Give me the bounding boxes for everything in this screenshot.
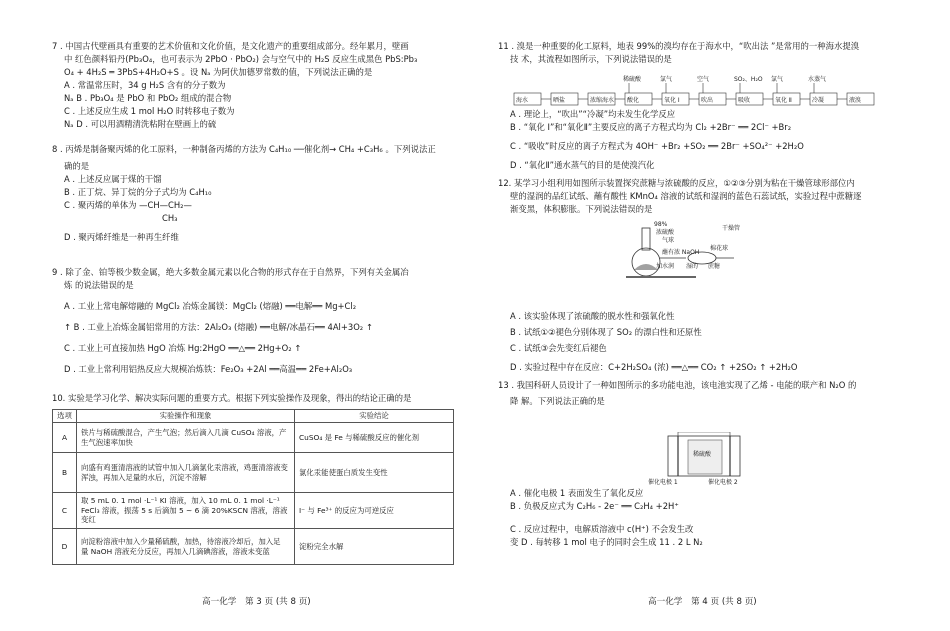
option-c: C . 聚丙烯的单体为 —CH—CH₂— bbox=[64, 200, 192, 210]
label-drying-tube: 干燥管 bbox=[722, 225, 741, 232]
option-b: ↑ B . 工业上冶炼金属铝常用的方法：2Al₂O₃ (熔融) ══电解/冰晶石══ 4Al+3O₂ ↑ bbox=[64, 322, 373, 332]
battery-diagram bbox=[648, 432, 760, 486]
label-water: 加水润 bbox=[656, 263, 675, 270]
option-c: C . 上述反应生成 1 mol H₂O 时转移电子数为 bbox=[64, 106, 235, 116]
question-12: 12. 某学习小组利用如图所示装置探究蔗糖与浓硫酸的反应，①②③分别为粘在干燥管球形部位内 壁的湿润的品红试纸、蘸有酸性 KMnO₄ 溶液的试纸和湿润的蓝色石蕊试纸，实验过程中蔗糖逐 渐变黑，体积膨胀。下列说法错误的是 bbox=[498, 177, 908, 216]
flow-step: 冷凝 bbox=[812, 97, 825, 104]
question-11-options bbox=[498, 108, 908, 172]
question-11: 11 . 溴是一种重要的化工原料，地表 99%的溴均存在于海水中，“吹出法 ”是常用的一种海水提溴 技 术，其流程如图所示，下列说法错误的是 bbox=[498, 40, 908, 66]
question-12-options bbox=[498, 310, 908, 374]
option-d: D . 实验过程中存在反应：C+2H₂SO₄ (浓) ══△══ CO₂ ↑ +2SO₂ ↑ +2H₂O bbox=[510, 362, 798, 372]
left-page bbox=[52, 0, 454, 631]
table-header: 选项 实验操作和现象 实验结论 bbox=[53, 410, 454, 423]
option-a: A . 常温常压时，34 g H₂S 含有的分子数为 bbox=[64, 80, 226, 90]
option-d: D . 聚丙烯纤维是一种再生纤维 bbox=[64, 232, 179, 242]
label-sucrose: 蔗糖 bbox=[708, 263, 721, 270]
table-row: A 铁片与稀硫酸混合，产生气泡；然后滴入几滴 CuSO₄ 溶液，产 生气泡速率加快 CuSO₄ 是 Fe 与稀硫酸反应的催化剂 bbox=[53, 423, 454, 453]
label-naoh: 蘸有浓 NaOH bbox=[662, 249, 700, 256]
option-d: D . 工业上常利用铝热反应大规模冶炼铁：Fe₂O₃ +2Al ══高温══ 2Fe+Al₂O₃ bbox=[64, 364, 353, 374]
label-acid: 浓硫酸 bbox=[656, 229, 675, 236]
option-a: A . 理论上，“吹出”“冷凝”均未发生化学反应 bbox=[510, 109, 676, 119]
flow-reagent: 氯气 bbox=[660, 76, 673, 83]
label-balloon: 气球 bbox=[662, 237, 675, 244]
flow-step: 吹出 bbox=[701, 97, 714, 104]
question-9: 9 . 除了金、铂等极少数金属，绝大多数金属元素以化合物的形式存在于自然界，下列有关金属冶 炼 的说法错误的是 A . 工业上常电解熔融的 MgCl₂ 冶炼金属镁：MgCl₂ (熔融) ══电解══ Mg+Cl₂ ↑ B . 工业上冶炼金属铝常用的方法：2Al₂O₃ (熔融) ══电解/冰晶石══ 4Al+3O₂ ↑ C . 工业上可直接加热 HgO 冶炼 Hg:2HgO ══△══ 2Hg+O₂ ↑ D . 工业上常利用铝热反应大规模冶炼铁：Fe₂O₃ +2Al ══高温══ 2Fe+Al₂O₃ bbox=[52, 266, 454, 376]
label-cotton: 棉花球 bbox=[710, 245, 729, 252]
question-10 bbox=[52, 392, 454, 565]
table-row: C 取 5 mL 0. 1 mol ·L⁻¹ KI 溶液，加入 10 mL 0. 1 mol ·L⁻¹ FeCl₃ 溶液，振荡 5 s 后滴加 5 ~ 6 滴 20%KSCN 溶液，溶液变红 I⁻ 与 Fe³⁺ 的反应为可逆反应 bbox=[53, 493, 454, 529]
option-c: C . 试纸③会先变红后褪色 bbox=[510, 343, 607, 353]
flow-reagent: 氯气 bbox=[771, 76, 784, 83]
table-row: B 向盛有鸡蛋清溶液的试管中加入几滴氯化汞溶液，鸡蛋清溶液变浑浊，再加入足量的水后，沉淀不溶解 氯化汞能使蛋白质发生变性 bbox=[53, 453, 454, 493]
sucrose-apparatus-diagram bbox=[626, 218, 776, 280]
page-footer: 高一化学 第 4 页 (共 8 页) bbox=[648, 597, 757, 607]
question-10-stem: 10. 实验是学习化学、解决实际问题的重要方式。根据下列实验操作及现象，得出的结论正确的是 bbox=[52, 393, 412, 403]
option-a: A . 该实验体现了浓硫酸的脱水性和强氧化性 bbox=[510, 311, 675, 321]
question-11-stem: 11 . 溴是一种重要的化工原料，地表 99%的溴均存在于海水中，“吹出法 ”是常用的一种海水提溴 bbox=[498, 41, 860, 51]
question-13-stem: 13 . 我国科研人员设计了一种如图所示的多功能电池，该电池实现了乙烯 - 电能的联产和 N₂O 的 bbox=[498, 380, 857, 390]
option-d: Nₐ D . 可以用酒精清洗粘附在壁画上的硫 bbox=[64, 119, 217, 129]
option-c: C . “吸收”时反应的离子方程式为 4OH⁻ +Br₂ +SO₂ ══ 2Br⁻ +SO₄²⁻ +2H₂O bbox=[510, 141, 804, 151]
label-electrode-1: 催化电极 1 bbox=[648, 479, 678, 486]
option-d: D . “氧化Ⅱ”通水蒸气的目的是使溴汽化 bbox=[510, 160, 655, 170]
right-page bbox=[498, 0, 908, 631]
polymer-branch: CH₃ bbox=[162, 213, 178, 223]
option-b: Nₐ B . Pb₃O₄ 是 PbO 和 PbO₂ 组成的混合物 bbox=[64, 93, 232, 103]
flow-step: 酸化 bbox=[627, 97, 640, 104]
option-c: C . 工业上可直接加热 HgO 冶炼 Hg:2HgO ══△══ 2Hg+O₂ ↑ bbox=[64, 343, 302, 353]
flow-step: 浓缩海水 bbox=[590, 97, 615, 104]
option-b: B . 正丁烷、异丁烷的分子式均为 C₄H₁₀ bbox=[64, 187, 212, 197]
option-b: B . “氧化 Ⅰ”和“氧化Ⅱ”主要反应的离子方程式均为 Cl₂ +2Br⁻ ══ 2Cl⁻ +Br₂ bbox=[510, 122, 792, 132]
flow-reagent: 稀硫酸 bbox=[623, 76, 642, 83]
flow-reagent: SO₂、H₂O bbox=[734, 76, 763, 83]
label-electrode-2: 催化电极 2 bbox=[708, 479, 738, 486]
question-8: 8 . 丙烯是制备聚丙烯的化工原料，一种制备丙烯的方法为 C₄H₁₀ ──催化剂→ CH₄ +C₃H₆ 。下列说法正 确的是 A . 上述反应属于煤的干馏 B . 正丁烷、异丁烷的分子式均为 C₄H₁₀ C . 聚丙烯的单体为 —CH—CH₂— CH₃ D . 聚丙烯纤维是一种再生纤维 bbox=[52, 143, 454, 244]
question-9-stem: 9 . 除了金、铂等极少数金属，绝大多数金属元素以化合物的形式存在于自然界，下列有关金属冶 bbox=[52, 267, 409, 277]
flow-reagent: 水蒸气 bbox=[808, 76, 827, 83]
flow-step: 液溴 bbox=[849, 97, 862, 104]
label-wet: 湿的 bbox=[686, 263, 699, 270]
question-8-stem: 8 . 丙烯是制备聚丙烯的化工原料，一种制备丙烯的方法为 C₄H₁₀ ──催化剂→ CH₄ +C₃H₆ 。下列说法正 bbox=[52, 144, 436, 154]
option-b: B . 负极反应式为 C₂H₆ - 2e⁻ ══ C₂H₄ +2H⁺ bbox=[510, 501, 679, 511]
table-row: D 向淀粉溶液中加入少量稀硫酸，加热，待溶液冷却后，加入足 量 NaOH 溶液充分反应，再加入几滴碘溶液，溶液未变蓝 淀粉完全水解 bbox=[53, 529, 454, 565]
label-electrolyte: 稀硫酸 bbox=[693, 451, 712, 458]
page-footer: 高一化学 第 3 页 (共 8 页) bbox=[202, 597, 311, 607]
label-98: 98% bbox=[654, 221, 668, 228]
question-7: 7 . 中国古代壁画具有重要的艺术价值和文化价值，是文化遗产的重要组成部分。经年累月，壁画 中 红色颜料铅丹(Pb₃O₄，也可表示为 2PbO · PbO₂) 会与空气中的 H₂S 反应生成黑色 PbS:Pb₃ O₄ + 4H₂S ═ 3PbS+4H₂O+S 。设 Nₐ 为阿伏加德罗常数的值，下列说法正确的是 A . 常温常压时，34 g H₂S 含有的分子数为 Nₐ B . Pb₃O₄ 是 PbO 和 PbO₂ 组成的混合物 C . 上述反应生成 1 mol H₂O 时转移电子数为 Nₐ D . 可以用酒精清洗粘附在壁画上的硫 bbox=[52, 40, 454, 131]
question-13: 13 . 我国科研人员设计了一种如图所示的多功能电池，该电池实现了乙烯 - 电能的联产和 N₂O 的 降 解。下列说法正确的是 bbox=[498, 379, 908, 408]
experiment-table bbox=[52, 409, 454, 565]
option-b: B . 试纸①②褪色分别体现了 SO₂ 的漂白性和还原性 bbox=[510, 327, 702, 337]
option-a: A . 工业上常电解熔融的 MgCl₂ 冶炼金属镁：MgCl₂ (熔融) ══电解══ Mg+Cl₂ bbox=[64, 301, 357, 311]
flow-step: 吸收 bbox=[738, 97, 751, 104]
flow-step: 海水 bbox=[516, 97, 529, 104]
question-13-options bbox=[498, 487, 908, 549]
flow-step: 氧化 Ⅱ bbox=[775, 97, 792, 104]
flow-reagent: 空气 bbox=[697, 76, 710, 83]
option-a: A . 上述反应属于煤的干馏 bbox=[64, 174, 162, 184]
flow-step: 晒盐 bbox=[553, 97, 566, 104]
question-12-stem: 12. 某学习小组利用如图所示装置探究蔗糖与浓硫酸的反应，①②③分别为粘在干燥管球形部位内 bbox=[498, 178, 855, 188]
option-c: C . 反应过程中，电解质溶液中 c(H⁺) 不会发生改 bbox=[510, 524, 694, 534]
option-d: 变 D . 每转移 1 mol 电子的同时会生成 11 . 2 L N₂ bbox=[510, 537, 703, 547]
question-7-stem: 7 . 中国古代壁画具有重要的艺术价值和文化价值，是文化遗产的重要组成部分。经年累月，壁画 bbox=[52, 41, 409, 51]
flow-step: 氧化 Ⅰ bbox=[664, 97, 680, 104]
option-a: A . 催化电极 1 表面发生了氧化反应 bbox=[510, 488, 644, 498]
